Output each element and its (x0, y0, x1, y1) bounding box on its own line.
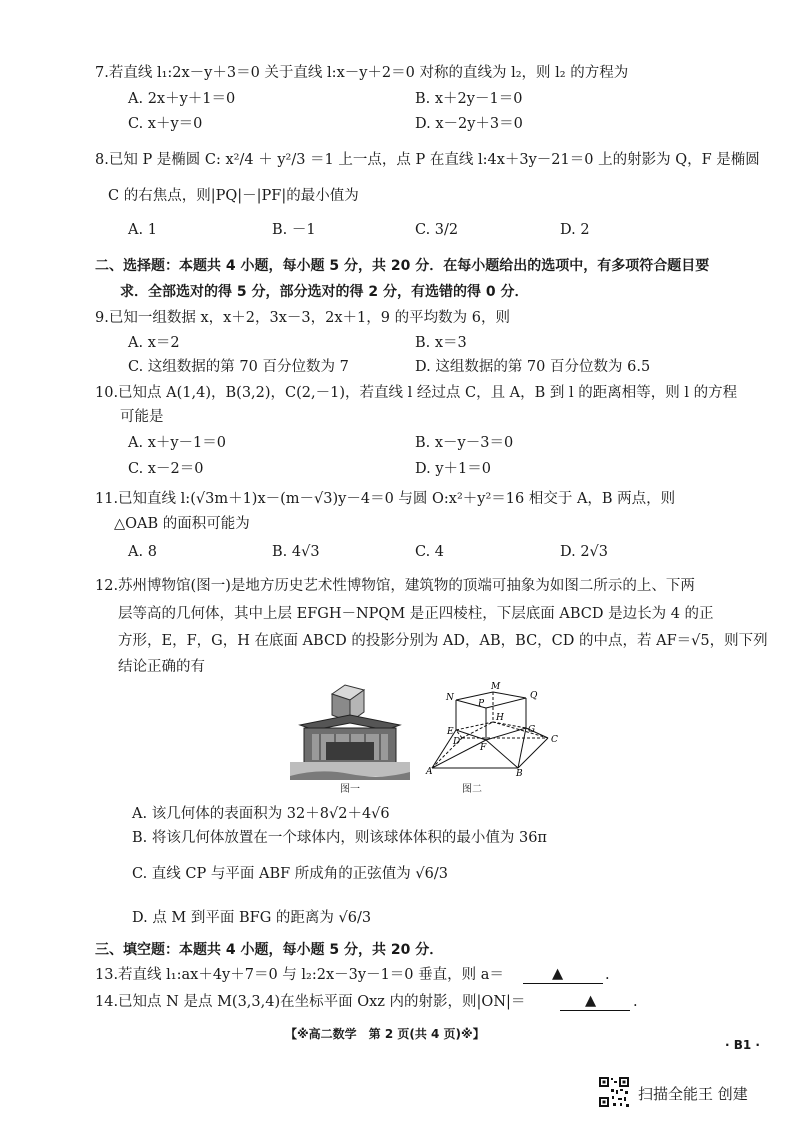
page-code: · B1 · (725, 1038, 760, 1052)
label-g: G (528, 725, 536, 735)
scanner-brand-text: 扫描全能王 创建 (638, 1085, 748, 1103)
q14-period: . (633, 994, 638, 1010)
label-a: A (426, 767, 433, 777)
q8-stem-line1: 8.已知 P 是椭圆 C: x²/4 ＋ y²/3 ＝1 上一点，点 P 在直线 l:4x＋3y－21＝0 上的射影为 Q，F 是椭圆 (95, 152, 760, 168)
label-d: D (453, 737, 461, 747)
label-e: E (447, 727, 454, 737)
qr-code-icon (598, 1076, 630, 1108)
q10-stem-line2: 可能是 (120, 409, 164, 425)
label-f: F (480, 743, 487, 753)
q14-stem: 14.已知点 N 是点 M(3,3,4)在坐标平面 Oxz 内的射影，则|ON|＝ (95, 994, 526, 1010)
q12-stem-line1: 12.苏州博物馆(图一)是地方历史艺术性博物馆，建筑物的顶端可抽象为如图二所示的上、下两 (95, 578, 695, 594)
geometric-solid-figure (418, 680, 568, 780)
q13-answer-marker: ▲ (552, 966, 564, 982)
figure1-caption: 图一 (340, 784, 360, 795)
label-h: H (496, 713, 504, 723)
label-b: B (516, 769, 523, 779)
q9-option-a: A. x＝2 (128, 335, 180, 351)
q7-option-c: C. x＋y＝0 (128, 116, 203, 132)
q9-option-d: D. 这组数据的第 70 百分位数为 6.5 (415, 359, 651, 375)
q8-option-d: D. 2 (560, 222, 590, 238)
q11-option-d: D. 2√3 (560, 544, 609, 560)
q14-answer-marker: ▲ (585, 993, 597, 1009)
q11-option-a: A. 8 (128, 544, 157, 560)
q9-stem: 9.已知一组数据 x，x＋2，3x－3，2x＋1，9 的平均数为 6，则 (95, 310, 510, 326)
section2-heading-line2: 求．全部选对的得 5 分，部分选对的得 2 分，有选错的得 0 分． (120, 284, 529, 300)
q12-option-d: D. 点 M 到平面 BFG 的距离为 √6/3 (132, 910, 372, 926)
section2-heading-line1: 二、选择题：本题共 4 小题，每小题 5 分，共 20 分．在每小题给出的选项中，有多项符合题目要 (95, 258, 710, 274)
q12-option-c: C. 直线 CP 与平面 ABF 所成角的正弦值为 √6/3 (132, 866, 448, 882)
q12-option-b: B. 将该几何体放置在一个球体内，则该球体体积的最小值为 36π (132, 830, 547, 846)
q9-option-b: B. x＝3 (415, 335, 467, 351)
page-footer: 【※高二数学 第 2 页(共 4 页)※】 (285, 1027, 485, 1041)
q8-option-a: A. 1 (128, 222, 157, 238)
q10-option-c: C. x－2＝0 (128, 461, 204, 477)
q9-option-c: C. 这组数据的第 70 百分位数为 7 (128, 359, 349, 375)
q12-stem-line3: 方形，E，F，G，H 在底面 ABCD 的投影分别为 AD，AB，BC，CD 的中点，若 AF＝√5，则下列 (118, 633, 768, 649)
section3-heading: 三、填空题：本题共 4 小题，每小题 5 分，共 20 分． (95, 942, 444, 958)
q11-stem-line1: 11.已知直线 l:(√3m＋1)x－(m－√3)y－4＝0 与圆 O:x²＋y²＝16 相交于 A，B 两点，则 (95, 491, 676, 507)
q10-option-d: D. y＋1＝0 (415, 461, 491, 477)
label-p: P (478, 699, 485, 709)
figure2-caption: 图二 (462, 784, 482, 795)
q8-option-c: C. 3/2 (415, 222, 459, 238)
q11-option-c: C. 4 (415, 544, 445, 560)
q12-option-a: A. 该几何体的表面积为 32＋8√2＋4√6 (132, 806, 390, 822)
q11-stem-line2: △OAB 的面积可能为 (114, 516, 250, 532)
q8-option-b: B. －1 (272, 222, 316, 238)
q7-stem: 7.若直线 l₁:2x－y＋3＝0 关于直线 l:x－y＋2＝0 对称的直线为 l₂，则 l₂ 的方程为 (95, 65, 629, 81)
q10-option-b: B. x－y－3＝0 (415, 435, 514, 451)
q8-stem-line2: C 的右焦点，则|PQ|－|PF|的最小值为 (108, 188, 359, 204)
q7-option-d: D. x－2y＋3＝0 (415, 116, 523, 132)
museum-building-figure (290, 680, 410, 780)
q10-stem-line1: 10.已知点 A(1,4)，B(3,2)，C(2,－1)，若直线 l 经过点 C，且 A，B 到 l 的距离相等，则 l 的方程 (95, 385, 738, 401)
q13-stem: 13.若直线 l₁:ax＋4y＋7＝0 与 l₂:2x－3y－1＝0 垂直，则 a＝ (95, 967, 504, 983)
q7-option-a: A. 2x＋y＋1＝0 (128, 91, 236, 107)
q12-stem-line2: 层等高的几何体，其中上层 EFGH－NPQM 是正四棱柱，下层底面 ABCD 是边长为 4 的正 (118, 606, 714, 622)
q13-period: . (605, 967, 610, 983)
q11-option-b: B. 4√3 (272, 544, 320, 560)
label-n: N (446, 693, 454, 703)
label-c: C (551, 735, 558, 745)
label-m: M (491, 682, 501, 692)
q12-stem-line4: 结论正确的有 (118, 659, 205, 675)
q10-option-a: A. x＋y－1＝0 (128, 435, 227, 451)
q7-option-b: B. x＋2y－1＝0 (415, 91, 523, 107)
label-q: Q (530, 691, 538, 701)
